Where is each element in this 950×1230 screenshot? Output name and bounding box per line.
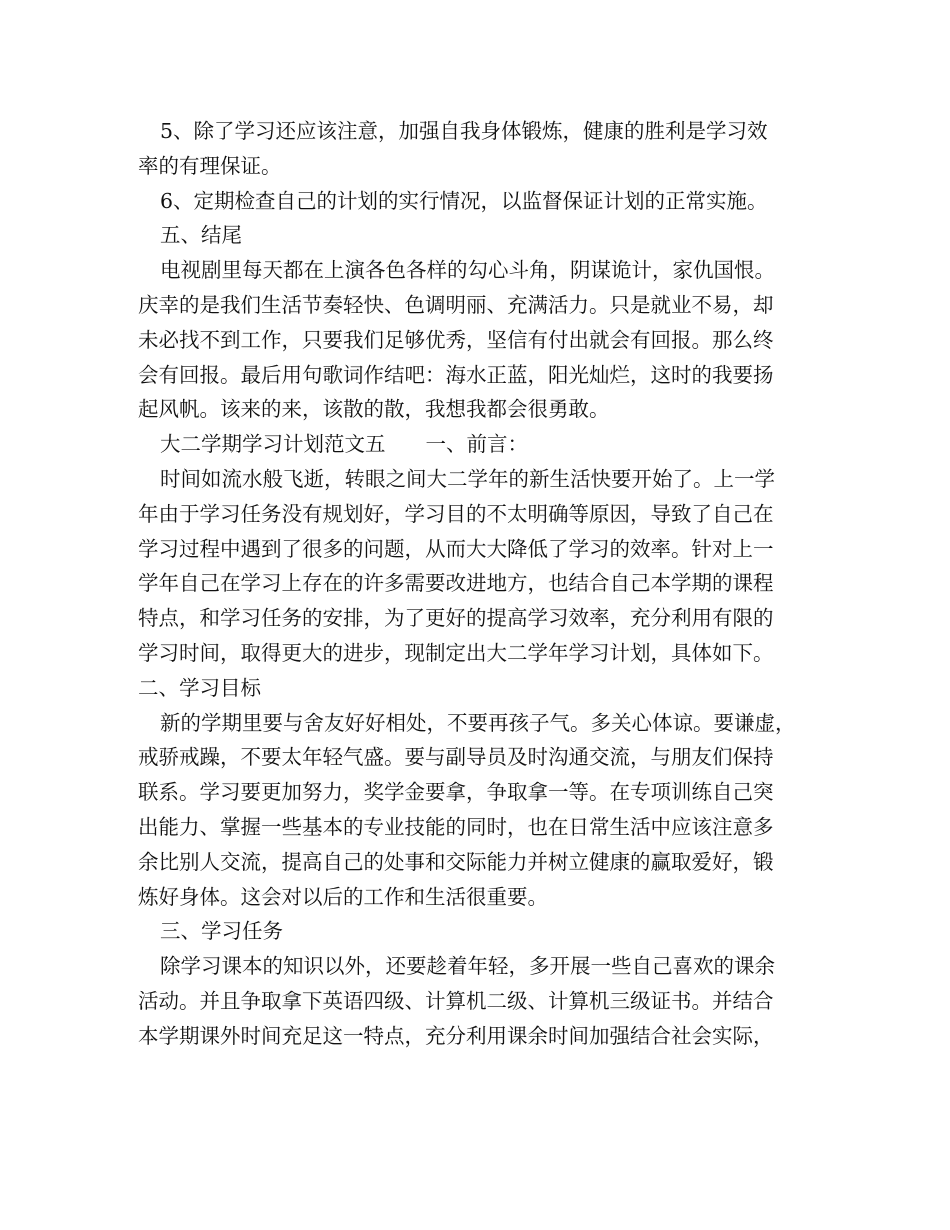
paragraph-line: 未必找不到工作，只要我们足够优秀，坚信有付出就会有回报。那么终 bbox=[138, 327, 774, 352]
paragraph-line: 戒骄戒躁，不要太年轻气盛。要与副导员及时沟通交流，与朋友们保持 bbox=[138, 745, 774, 770]
paragraph-line: 特点，和学习任务的安排，为了更好的提高学习效率，充分利用有限的 bbox=[138, 606, 774, 631]
document-page bbox=[138, 114, 828, 1054]
paragraph-line: 出能力、掌握一些基本的专业技能的同时，也在日常生活中应该注意多 bbox=[138, 814, 774, 839]
paragraph-line: 年由于学习任务没有规划好，学习目的不太明确等原因，导致了自己在 bbox=[138, 501, 774, 526]
paragraph-line: 学年自己在学习上存在的许多需要改进地方，也结合自己本学期的课程 bbox=[138, 571, 774, 596]
paragraph-line: 会有回报。最后用句歌词作结吧：海水正蓝，阳光灿烂，这时的我要扬 bbox=[138, 362, 774, 387]
paragraph-line: 炼好身体。这会对以后的工作和生活很重要。 bbox=[138, 884, 548, 909]
paragraph-line: 本学期课外时间充足这一特点，充分利用课余时间加强结合社会实际， bbox=[138, 1023, 774, 1048]
paragraph-line: 庆幸的是我们生活节奏轻快、色调明丽、充满活力。只是就业不易，却 bbox=[138, 292, 774, 317]
paragraph-line: 6、定期检查自己的计划的实行情况，以监督保证计划的正常实施。 bbox=[160, 188, 768, 213]
paragraph-line: 余比别人交流，提高自己的处事和交际能力并树立健康的赢取爱好，锻 bbox=[138, 849, 774, 874]
paragraph-line: 电视剧里每天都在上演各色各样的勾心斗角，阴谋诡计，家仇国恨。 bbox=[160, 258, 775, 283]
section-heading: 二、学习目标 bbox=[138, 675, 261, 700]
section-heading: 三、学习任务 bbox=[160, 919, 283, 944]
paragraph-line: 联系。学习要更加努力，奖学金要拿，争取拿一等。在专项训练自己突 bbox=[138, 780, 774, 805]
paragraph-line: 新的学期里要与舍友好好相处，不要再孩子气。多关心体谅。要谦虚， bbox=[160, 710, 796, 735]
paragraph-line: 率的有理保证。 bbox=[138, 153, 282, 178]
paragraph-line: 起风帆。该来的来，该散的散，我想我都会很勇敢。 bbox=[138, 397, 610, 422]
paragraph-line: 除学习课本的知识以外，还要趁着年轻，多开展一些自己喜欢的课余 bbox=[160, 954, 775, 979]
paragraph-line: 时间如流水般飞逝，转眼之间大二学年的新生活快要开始了。上一学 bbox=[160, 466, 775, 491]
section-heading: 五、结尾 bbox=[160, 223, 242, 248]
article-heading bbox=[138, 427, 828, 462]
paragraph-line: 学习过程中遇到了很多的问题，从而大大降低了学习的效率。针对上一 bbox=[138, 536, 774, 561]
paragraph-line: 学习时间，取得更大的进步，现制定出大二学年学习计划，具体如下。 bbox=[138, 640, 774, 665]
article-section: 一、前言： bbox=[425, 432, 528, 457]
paragraph-line: 活动。并且争取拿下英语四级、计算机二级、计算机三级证书。并结合 bbox=[138, 988, 774, 1013]
article-title: 大二学期学习计划范文五 bbox=[160, 432, 386, 457]
paragraph-line: 5、除了学习还应该注意，加强自我身体锻炼，健康的胜利是学习效 bbox=[160, 119, 768, 143]
